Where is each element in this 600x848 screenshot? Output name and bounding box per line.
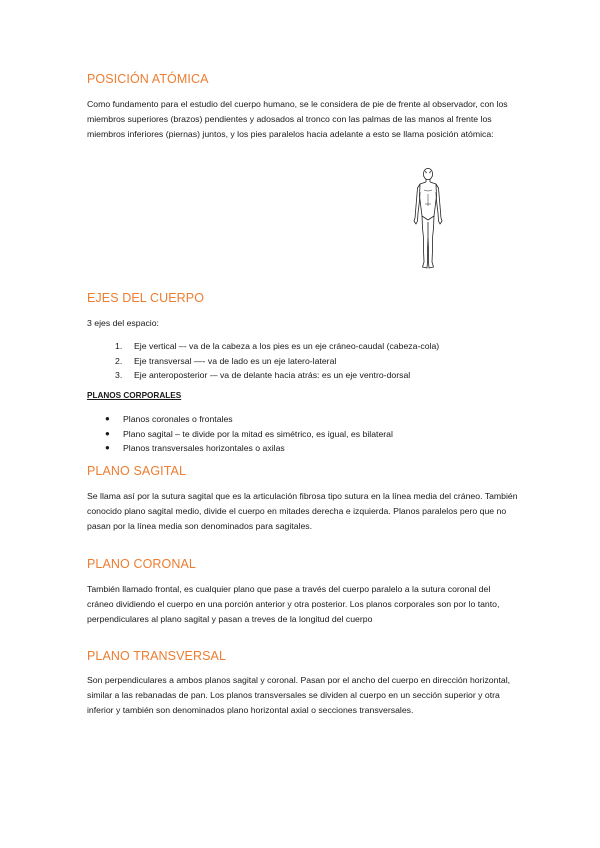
list-item-text: Planos coronales o frontales bbox=[123, 414, 233, 424]
planos-corporales-heading: PLANOS CORPORALES bbox=[87, 391, 182, 400]
bullet-icon: ● bbox=[105, 428, 110, 438]
list-item-text: Plano sagital – te divide por la mitad es simétrico, es igual, es bilateral bbox=[123, 428, 393, 439]
list-item bbox=[87, 427, 519, 442]
paragraph-plano-sagital: Se llama así por la sutura sagital que es la articulación fibrosa tipo sutura en la línea media del cráneo. También conocido plano sagital medio, divide el cuerpo en mitades derecha e izquierda. Planos paralelos pero que no pasan por la línea media son denominados para sagitales. bbox=[87, 491, 518, 532]
list-number: 3. bbox=[115, 370, 123, 381]
list-item bbox=[87, 339, 519, 354]
heading-plano-transversal: PLANO TRANSVERSAL bbox=[87, 649, 227, 663]
paragraph-plano-transversal: Son perpendiculares a ambos planos sagital y coronal. Pasan por el ancho del cuerpo en dirección horizontal, similar a las rebanadas de pan. Los planos transversales se dividen al cuerpo en un sección superior y otra inferior y también son denominados plano horizontal axial o secciones transversales. bbox=[87, 675, 511, 716]
bullet-icon: ● bbox=[105, 443, 110, 453]
human-body-icon bbox=[408, 166, 448, 274]
bullet-icon: ● bbox=[105, 414, 110, 423]
paragraph-plano-coronal: También llamado frontal, es cualquier plano que pase a través del cuerpo paralelo a la sutura coronal del cráneo dividiendo el cuerpo en una porción anterior y otra posterior. Los planos corporales son por lo tanto, perpendiculares al plano sagital y pasan a treves de la longitud del cuerpo bbox=[87, 584, 500, 625]
list-item bbox=[87, 368, 519, 383]
list-item-text: Planos transversales horizontales o axilas bbox=[123, 443, 285, 454]
paragraph-posicion-atomica: Como fundamento para el estudio del cuerpo humano, se le considera de pie de frente al observador, con los miembros superiores (brazos) pendientes y adosados al tronco con las palmas de las manos al frente los miembros inferiores (piernas) juntos, y los pies paralelos hacia adelante a esto se llama posición atómica: bbox=[87, 99, 508, 140]
list-item-text: Eje anteroposterior -– va de delante hacia atrás: es un eje ventro-dorsal bbox=[134, 370, 411, 381]
list-item bbox=[87, 412, 519, 427]
list-number: 2. bbox=[115, 355, 123, 366]
list-item bbox=[87, 354, 519, 369]
planos-list bbox=[87, 412, 519, 456]
list-number: 1. bbox=[115, 341, 123, 351]
ejes-list bbox=[87, 339, 519, 383]
list-item-text: Eje transversal —- va de lado es un eje latero-lateral bbox=[134, 355, 337, 366]
list-item-text: Eje vertical –- va de la cabeza a los pies es un eje cráneo-caudal (cabeza-cola) bbox=[134, 341, 440, 351]
heading-plano-sagital: PLANO SAGITAL bbox=[87, 464, 187, 478]
heading-posicion-atomica: POSICIÓN ATÓMICA bbox=[87, 72, 209, 86]
ejes-intro: 3 ejes del espacio: bbox=[87, 318, 159, 328]
heading-ejes-del-cuerpo: EJES DEL CUERPO bbox=[87, 291, 205, 305]
list-item bbox=[87, 441, 519, 456]
heading-plano-coronal: PLANO CORONAL bbox=[87, 557, 196, 571]
